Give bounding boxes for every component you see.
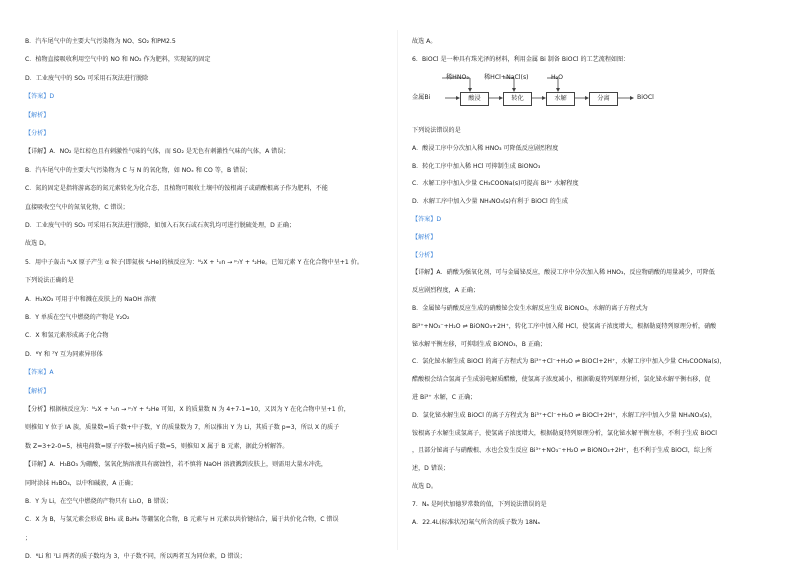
- text-line: 则推知 Y 位于 IA 族，质量数=质子数+中子数，Y 的质量数为 7，所以推出 Y 为 Li，其质子数 p=3，所以 X 的质子: [25, 424, 340, 432]
- text-line: C．植物直接吸收利用空气中的 NO 和 NO₂ 作为肥料，实现氮的固定: [25, 56, 211, 64]
- process-flow-diagram: [412, 68, 712, 108]
- reagent-hcl-nacl: 稀HCl+NaCl(s): [484, 74, 529, 81]
- text-line: 【分析】根据核反应为：ᴺ₂X + ¹₀n → ᵖ₇Y + ⁴₂He 可知，X 的质量数 N 为 4+7-1=10，又因为 Y 在化合物中呈+1 价，: [25, 406, 350, 413]
- text-line: 故选 A。: [412, 38, 437, 45]
- text-line: 反应剧烈程度，A 正确；: [412, 287, 480, 295]
- text-line: ；: [25, 534, 32, 542]
- text-line: 故选 D。: [412, 483, 437, 490]
- text-line: 【解析】: [25, 387, 50, 395]
- text-line: 5．用中子轰击 ᴺ₂X 原子产生 α 粒子(即氦核 ⁴₂He)的核反应为：ᴺ₂X + ¹₀n → ᵖ₇Y + ⁴₂He。已知元素 Y 在化合物中呈+1 价。: [25, 258, 363, 266]
- step-acid-leach: 酸浸: [460, 92, 489, 106]
- text-line: B．金属铋与硝酸反应生成的硝酸铋会发生水解反应生成 BiONO₃，水解的离子方程式为: [412, 305, 648, 312]
- text-line: 【详解】A．H₃BO₃ 为硼酸，氢氧化钠溶液具有腐蚀性，若不慎将 NaOH 溶液溅到皮肤上，则需用大量水冲洗，: [25, 461, 327, 469]
- text-line: B．转化工序中加入稀 HCl 可抑制生成 BiONO₃: [412, 162, 541, 170]
- text-line: 数 Z=3+2-0=5，核电荷数=原子序数=核内质子数=5，则推知 X 属于 B 元素，据此分析解答。: [25, 442, 289, 450]
- text-line: 【答案】D: [412, 216, 442, 223]
- text-line: ，且部分铋离子与硝酸根、水也会发生反应 Bi³⁺+NO₃⁻+H₂O ⇌ BiONO₃+2H⁺，也不利于生成 BiOCl，综上所: [412, 447, 713, 455]
- text-line: D．⁶Y 和 ⁷Y 互为同素异形体: [25, 350, 103, 358]
- text-line: C．X 和氢元素形成离子化合物: [25, 332, 109, 340]
- text-line: 【解析】: [25, 111, 50, 119]
- text-line: 【详解】A．硝酸为强氧化剂，可与金属铋反应，酸浸工序中分次加入稀 HNO₃，反应物硝酸的用量减少，可降低: [412, 269, 715, 277]
- step-hydrolysis: 水解: [546, 92, 575, 106]
- flow-product: BiOCl: [637, 94, 654, 101]
- text-line: B．Y 为 Li，在空气中燃烧的产物只有 Li₂O，B 错误；: [25, 498, 172, 505]
- text-line: 进 Bi³⁺ 水解，C 正确；: [412, 394, 477, 401]
- text-line: 【分析】: [25, 130, 50, 137]
- text-line: C．氯化铋水解生成 BiOCl 的离子方程式为 Bi³⁺+Cl⁻+H₂O ⇌ BiOCl+2H⁺，水解工序中加入少量 CH₃COONa(s)，: [412, 358, 726, 366]
- step-convert: 转化: [503, 92, 532, 106]
- text-line: 铋水解平衡左移，可抑制生成 BiONO₃，B 正确；: [412, 340, 547, 348]
- flow-start: 金属Bi: [412, 94, 431, 101]
- text-line: 述，D 错误；: [412, 465, 450, 473]
- text-line: 7．Nₐ 是阿伏加德罗常数的值，下列说法错误的是: [412, 500, 547, 508]
- text-line: D．⁶Li 和 ⁷Li 两者的质子数均为 3，中子数不同，所以两者互为同位素，D 错误；: [25, 553, 246, 561]
- text-line: 下列说法正确的是: [25, 277, 74, 285]
- text-line: 【分析】: [412, 251, 437, 259]
- text-line: D．氯化铋水解生成 BiOCl 的离子方程式为 Bi³⁺+Cl⁻+H₂O ⇌ BiOCl+2H⁺，水解工序中加入少量 NH₄NO₃(s)，: [412, 411, 716, 419]
- text-line: B．汽车尾气中的主要大气污染物为 C 与 N 的氧化物，如 NOₓ 和 CO 等，B 错误；: [25, 166, 252, 174]
- text-line: D．水解工序中加入少量 NH₄NO₃(s)有利于 BiOCl 的生成: [412, 198, 568, 206]
- text-line: 故选 D。: [25, 240, 50, 248]
- text-line: C．X 为 B，与氢元素会形成 BH₃ 或 B₂H₆ 等硼氢化合物，B 元素与 H 元素以共价键结合，属于共价化合物，C 错误: [25, 516, 339, 524]
- text-line: 直接吸收空气中的氮氧化物，C 错误；: [25, 203, 129, 211]
- text-line: 6．BiOCl 是一种具有珠光泽的材料，利用金属 Bi 制备 BiOCl 的工艺流程如图：: [412, 56, 630, 64]
- text-line: D．工业废气中的 SO₂ 可采用石灰法进行脱除: [25, 74, 149, 82]
- text-line: B．汽车尾气中的主要大气污染物为 NO、SO₂ 和PM2.5: [25, 38, 176, 45]
- text-line: 同时涂抹 H₃BO₃，以中和碱液，A 正确；: [25, 479, 137, 487]
- text-line: C．氮的固定是指将游离态的氮元素转化为化合态，且植物可吸收土壤中的铵根离子或硝酸根离子作为肥料，不能: [25, 185, 328, 193]
- text-line: C．水解工序中加入少量 CH₃COONa(s)可提高 Bi³⁺ 水解程度: [412, 180, 579, 188]
- text-line: 【答案】D: [25, 93, 55, 101]
- text-line: A．H₃XO₃ 可用于中和溅在皮肤上的 NaOH 溶液: [25, 295, 157, 303]
- text-line: A．酸浸工序中分次加入稀 HNO₃ 可降低反应剧烈程度: [412, 144, 559, 152]
- text-line: 【详解】A．NO₂ 是红棕色且有刺激性气味的气体，而 SO₂ 是无色有刺激性气味的气体，A 错误；: [25, 148, 290, 156]
- text-line: 醋酸根会结合氢离子生成弱电解质醋酸，使氢离子浓度减小，根据勒夏特列原理分析，氯化铋水解平衡右移，促: [412, 376, 711, 384]
- text-line: 铵根离子水解生成氢离子，使氢离子浓度增大，根据勒夏特列原理分析，氯化铋水解平衡左移，不利于生成 BiOCl: [412, 429, 717, 437]
- column-divider: [397, 30, 398, 550]
- reagent-hno3: 稀HNO₃: [446, 74, 469, 81]
- text-line: Bi³⁺+NO₃⁻+H₂O ⇌ BiONO₃+2H⁺，转化工序中加入稀 HCl，使氢离子浓度增大，根据勒夏特列原理分析，硝酸: [412, 322, 717, 330]
- text-line: 【解析】: [412, 233, 437, 241]
- text-line: 下列说法错误的是: [412, 127, 461, 134]
- reagent-water: H₂O: [551, 74, 564, 81]
- step-separate: 分离: [589, 92, 618, 106]
- text-line: D．工业废气中的 SO₂ 可采用石灰法进行脱除，如加入石灰石或石灰乳均可进行脱硫处理，D 正确；: [25, 222, 296, 229]
- text-line: A．22.4L(标准状况)氟气所含的质子数为 18Nₐ: [412, 518, 540, 526]
- text-line: B．Y 单质在空气中燃烧的产物是 Y₂O₂: [25, 314, 130, 321]
- text-line: 【答案】A: [25, 369, 54, 377]
